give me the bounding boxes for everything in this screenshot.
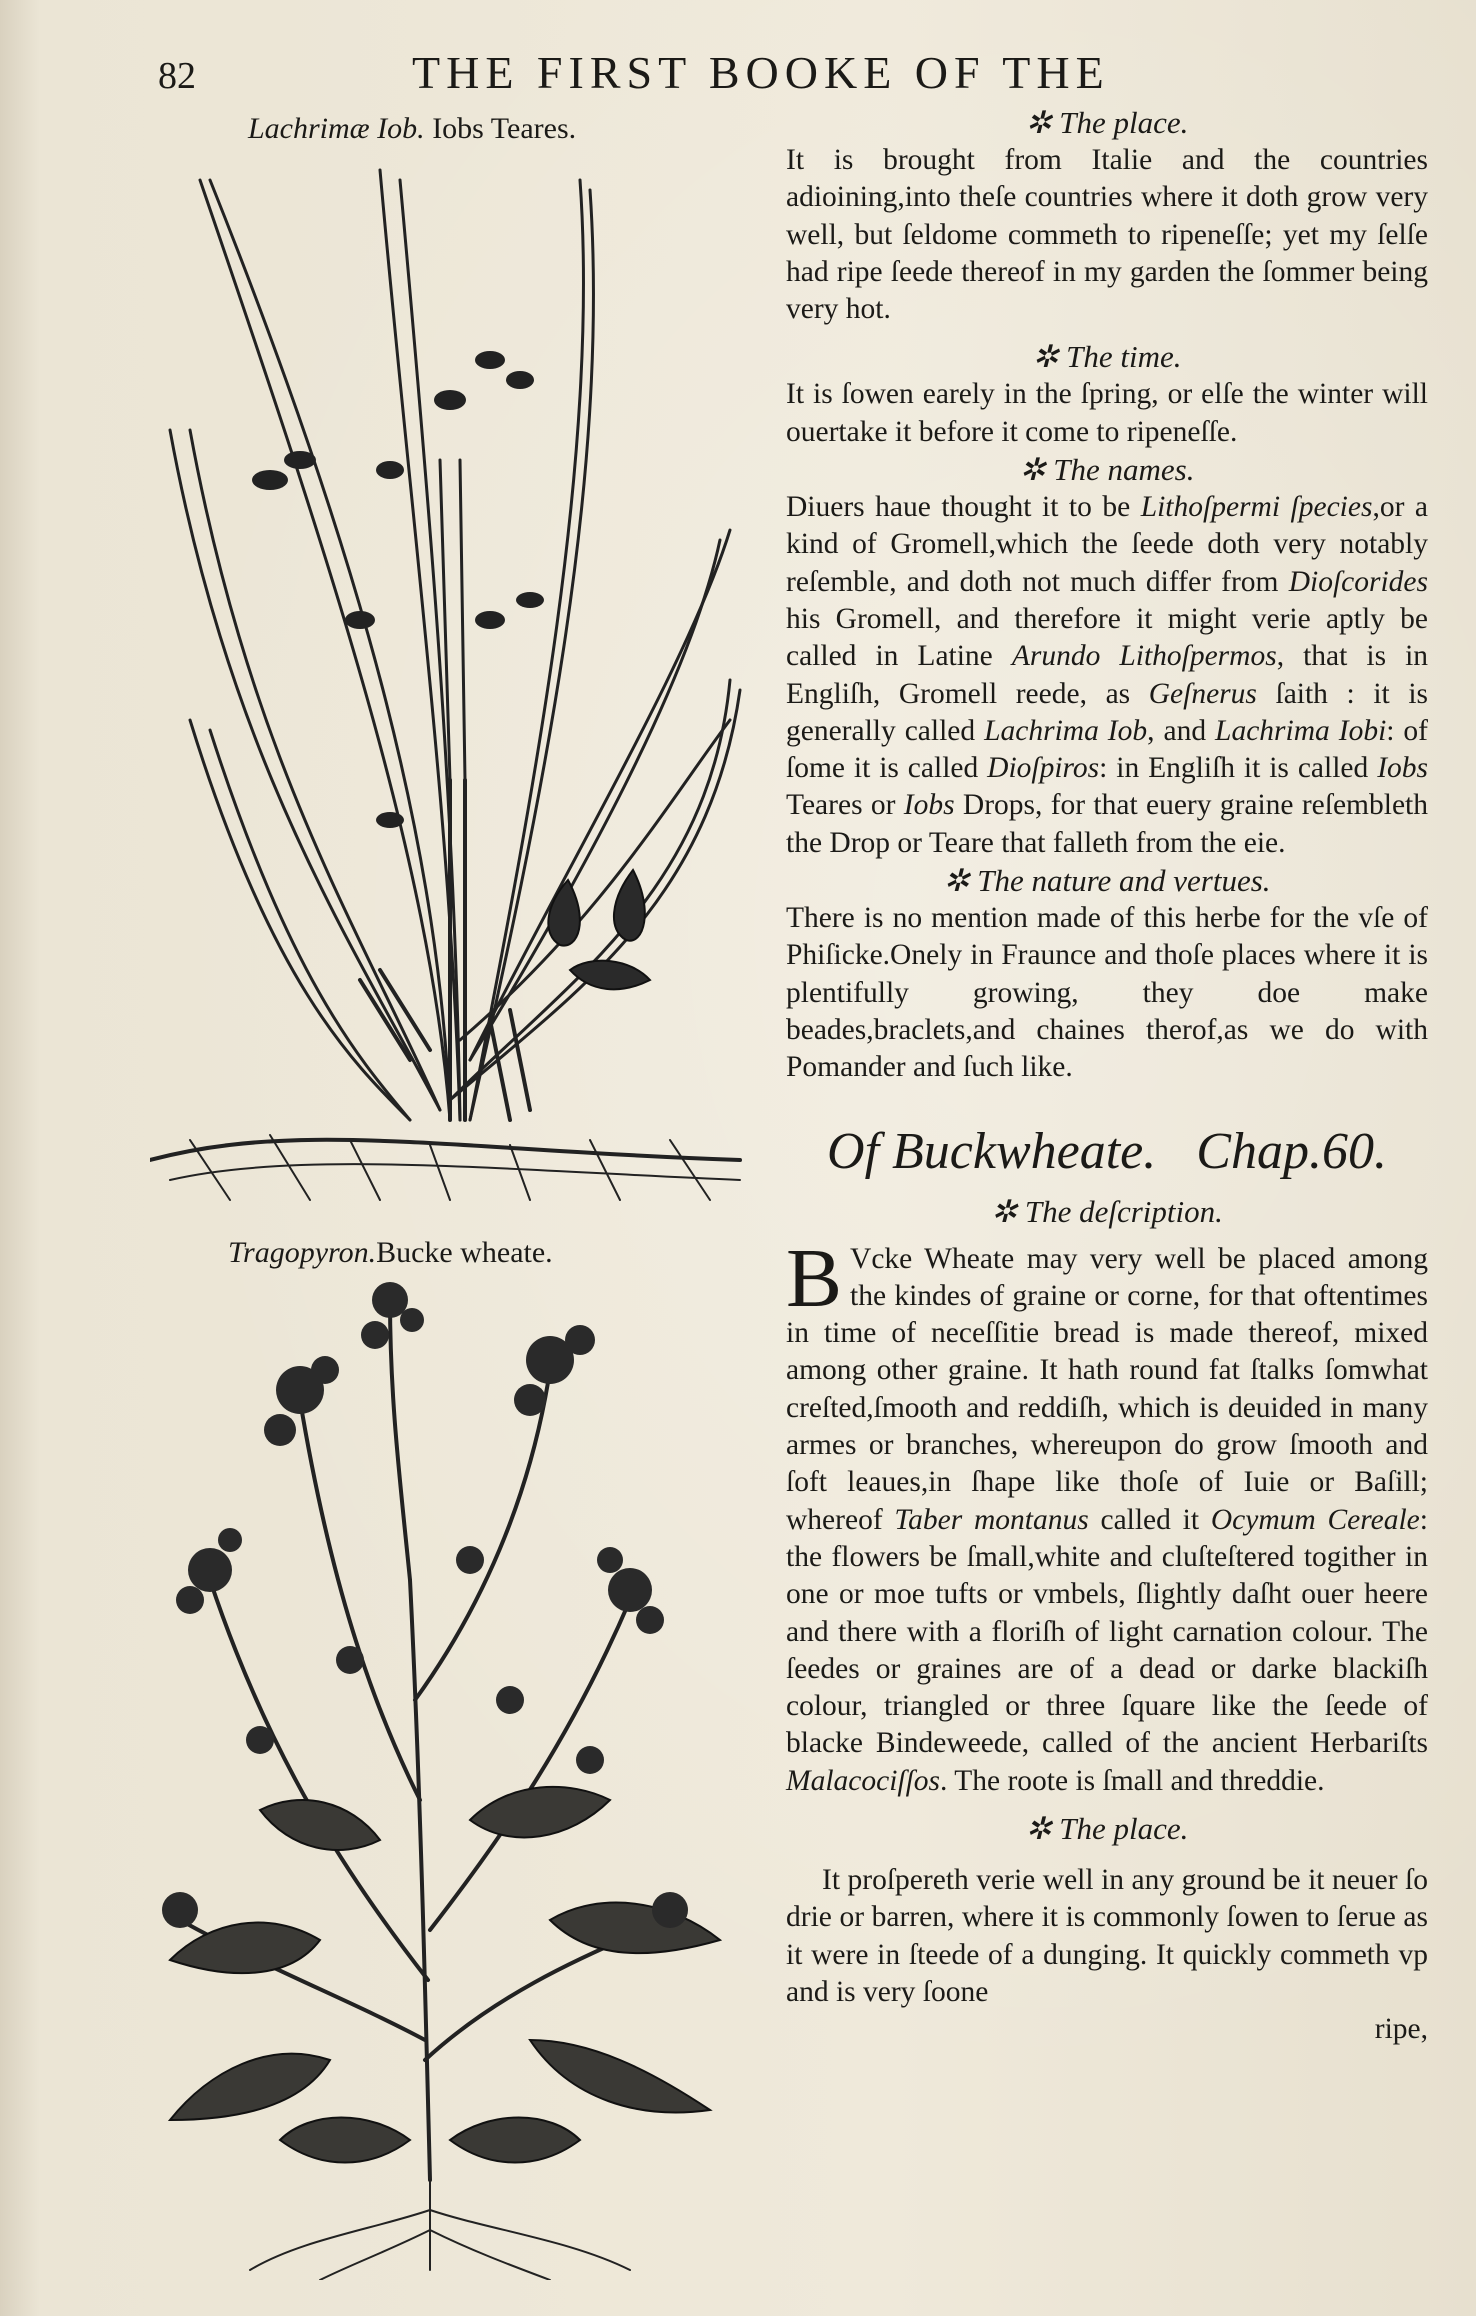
- figure-top-caption: [248, 112, 576, 146]
- heading-the-description: ✲ The deſcription.: [991, 1193, 1223, 1229]
- figure-top-caption-latin: Lachrimæ Iob.: [248, 112, 425, 145]
- text-the-names: Diuers haue thought it to be Lithoſpermi ſpecies,or a kind of Gromell,which the ſeede doth very notably reſemble, and doth not much differ from Dioſcorides his Gromell, and therefore it might verie aptly be called in Latine Arundo Lithoſpermos, that is in Engliſh, Gromell reede, as Geſnerus ſaith : it is generally called Lachrima Iob, and Lachrima Iobi: of ſome it is called Dioſpiros: in Engliſh it is called Iobs Teares or Iobs Drops, for that euery graine reſembleth the Drop or Teare that falleth from the eie.: [786, 491, 1429, 859]
- drop-cap: B: [786, 1231, 843, 1325]
- heading-the-place-2: ✲ The place.: [1025, 1810, 1189, 1846]
- heading-the-place: ✲ The place.: [1025, 105, 1189, 140]
- text-the-time: It is ſowen earely in the ſpring, or elſe the winter will ouertake it before it come to ripeneſſe.: [786, 378, 1428, 448]
- figure-top-caption-english: Iobs Teares.: [432, 112, 577, 145]
- heading-the-names: ✲ The names.: [1019, 452, 1195, 488]
- catchword: ripe,: [1374, 2013, 1428, 2046]
- chapter-title: [786, 1117, 1428, 1187]
- figure-bottom-caption-english: Bucke wheate.: [376, 1236, 553, 1269]
- text-nature-and-vertues: There is no mention made of this herbe for the vſe of Phiſicke.Onely in Fraunce and thoſe places where it is plentifully growing, they doe make beades,braclets,and chaines therof,as we do with Pomander and ſuch like.: [786, 902, 1428, 1084]
- heading-the-time: ✲ The time.: [1032, 339, 1182, 375]
- chapter-title-text: Of Buckwheate.: [827, 1122, 1157, 1180]
- running-head: THE FIRST BOOKE OF THE: [412, 47, 1110, 98]
- buckwheat-woodcut: [150, 1280, 740, 2280]
- chapter-number: Chap.60.: [1196, 1122, 1387, 1180]
- heading-nature-and-vertues: ✲ The nature and vertues.: [943, 863, 1271, 899]
- text-the-description: B Vcke Wheate may very well be placed among the kindes of graine or corne, for that oftentimes in time of neceſſitie bread is made thereof, mixed among other graine. It hath round fat ſtalks ſomwhat creſted,ſmooth and reddiſh, which is deuided in many armes or branches, whereupon do grow ſmooth and ſoft leaues,in ſhape like thoſe of Iuie or Baſill; whereof Taber montanus called it Ocymum Cereale: the flowers be ſmall,white and cluſteſtered togither in one or moe tufts or vmbels, ſlightly daſht ouer heere and there with a floriſh of light carnation colour. The ſeedes or graines are of a dead or darke blackiſh colour, triangled or three ſquare like the ſeede of blacke Bindeweede, called of the ancient Herbariſts Malacociſſos. The roote is ſmall and threddie.: [786, 1231, 1428, 1797]
- text-the-place-2: It proſpereth verie well in any ground be it neuer ſo drie or barren, where it is commonly ſowen to ſerue as it were in ſteede of a dunging. It quickly commeth vp and is very ſoone: [786, 1863, 1428, 2008]
- figure-bottom-caption-latin: Tragopyron.: [228, 1236, 377, 1269]
- text-column: [786, 104, 1428, 2048]
- text-the-place: It is brought from Italie and the countries adioining,into theſe countries where it doth grow very well, but ſeldome commeth to ripeneſſe; yet my ſelſe had ripe ſeede thereof in my garden the ſommer being very hot.: [786, 144, 1428, 326]
- jobs-tears-woodcut: [150, 160, 750, 1220]
- figure-bottom-caption: [228, 1236, 553, 1270]
- figure-jobs-tears: [150, 160, 750, 1220]
- page-number: 82: [158, 55, 196, 97]
- figure-buckwheat: [150, 1280, 740, 2280]
